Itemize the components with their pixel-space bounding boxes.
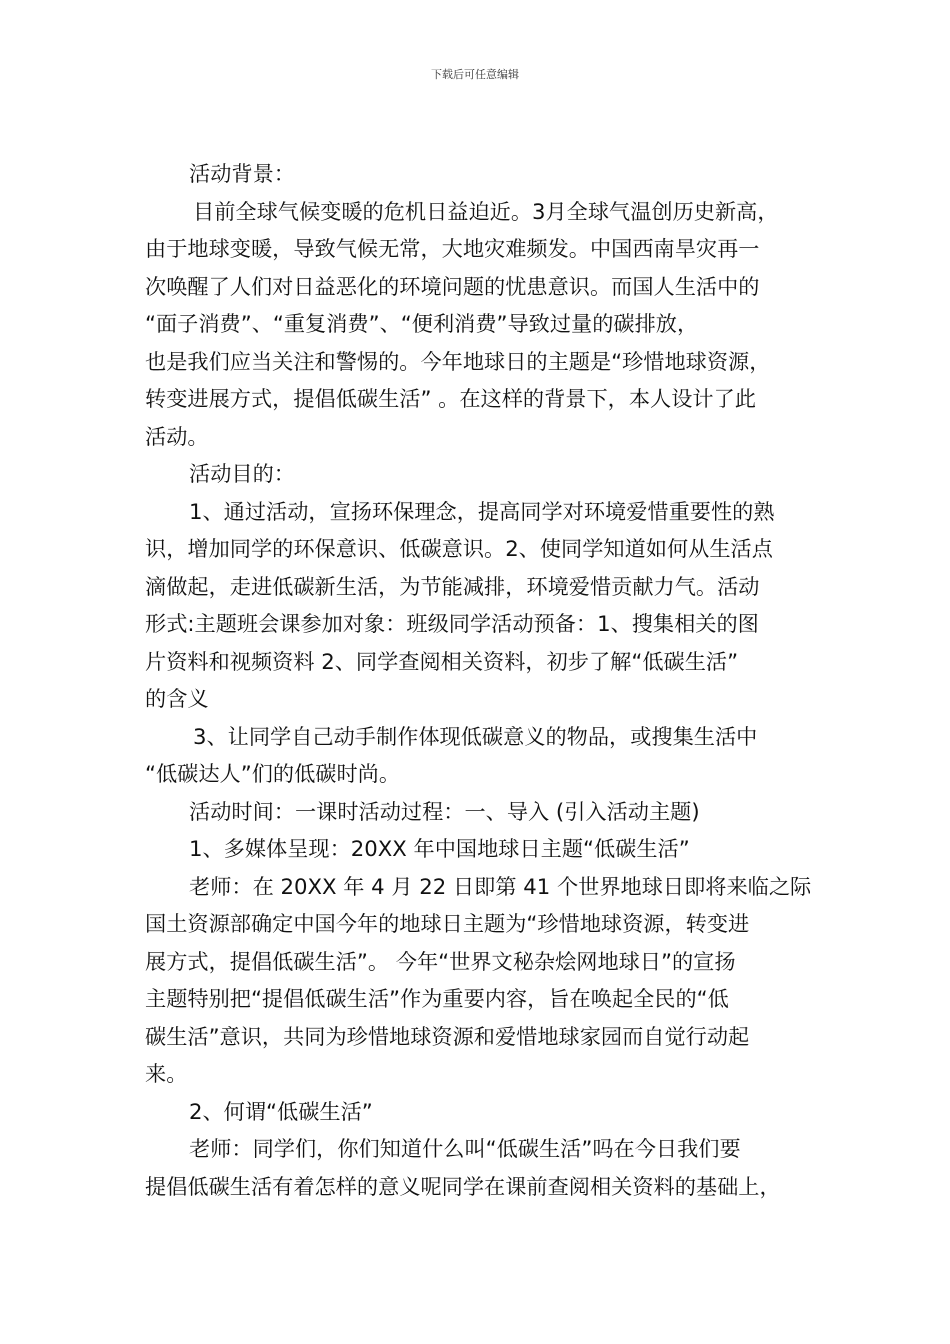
paragraph-line: 活动目的： xyxy=(189,461,295,486)
paragraph-line: 提倡低碳生活有着怎样的意义呢同学在课前查阅相关资料的基础上， xyxy=(145,1173,781,1199)
paragraph-line: “面子消费”、“重复消费”、“便利消费”导致过量的碳排放， xyxy=(145,311,699,336)
paragraph-line: 形式:主题班会课参加对象：班级同学活动预备：1、搜集相关的图 xyxy=(145,611,759,636)
paragraph-line: 老师：同学们，你们知道什么叫“低碳生活”吗在今日我们要 xyxy=(189,1136,741,1161)
paragraph-line: 碳生活”意识，共同为珍惜地球资源和爱惜地球家园而自觉行动起 xyxy=(145,1023,750,1049)
paragraph-line: 来。 xyxy=(145,1061,188,1086)
paragraph-line: 1、多媒体呈现：20XX 年中国地球日主题“低碳生活” xyxy=(189,836,690,861)
paragraph-line: 活动时间：一课时活动过程：一、导入 (引入活动主题) xyxy=(189,798,700,824)
paragraph-line: 主题特别把“提倡低碳生活”作为重要内容，旨在唤起全民的“低 xyxy=(145,986,729,1011)
paragraph-line: 滴做起，走进低碳新生活，为节能减排，环境爱惜贡献力气。活动 xyxy=(145,573,760,599)
paragraph-line: 3、让同学自己动手制作体现低碳意义的物品，或搜集生活中 xyxy=(193,723,758,749)
paragraph-line: 国土资源部确定中国今年的地球日主题为“珍惜地球资源，转变进 xyxy=(145,911,750,936)
paragraph-line: 目前全球气候变暖的危机日益迫近。3月全球气温创历史新高， xyxy=(193,198,779,224)
paragraph-line: 1、通过活动，宣扬环保理念，提高同学对环境爱惜重要性的熟 xyxy=(189,498,775,524)
page-header: 下载后可任意编辑 xyxy=(431,68,519,81)
paragraph-line: 由于地球变暖，导致气候无常，大地灾难频发。中国西南旱灾再一 xyxy=(145,236,760,261)
paragraph-line: “低碳达人”们的低碳时尚。 xyxy=(145,761,401,786)
paragraph-line: 识，增加同学的环保意识、低碳意识。2、使同学知道如何从生活点 xyxy=(145,536,773,561)
paragraph-line: 活动背景： xyxy=(189,161,295,186)
paragraph-line: 片资料和视频资料 2、同学查阅相关资料，初步了解“低碳生活” xyxy=(145,648,739,674)
paragraph-line: 老师：在 20XX 年 4 月 22 日即第 41 个世界地球日即将来临之际 xyxy=(189,873,812,899)
paragraph-line: 次唤醒了人们对日益恶化的环境问题的忧患意识。而国人生活中的 xyxy=(145,273,760,299)
paragraph-line: 2、何谓“低碳生活” xyxy=(189,1098,373,1124)
paragraph-line: 活动。 xyxy=(145,423,209,449)
paragraph-line: 展方式，提倡低碳生活”。 今年“世界文秘杂烩网地球日”的宣扬 xyxy=(145,948,736,974)
paragraph-line: 的含义 xyxy=(145,686,209,711)
paragraph-line: 转变进展方式，提倡低碳生活” 。在这样的背景下，本人设计了此 xyxy=(145,386,756,411)
paragraph-line: 也是我们应当关注和警惕的。今年地球日的主题是“珍惜地球资源， xyxy=(145,348,771,374)
document-body xyxy=(145,155,813,1205)
